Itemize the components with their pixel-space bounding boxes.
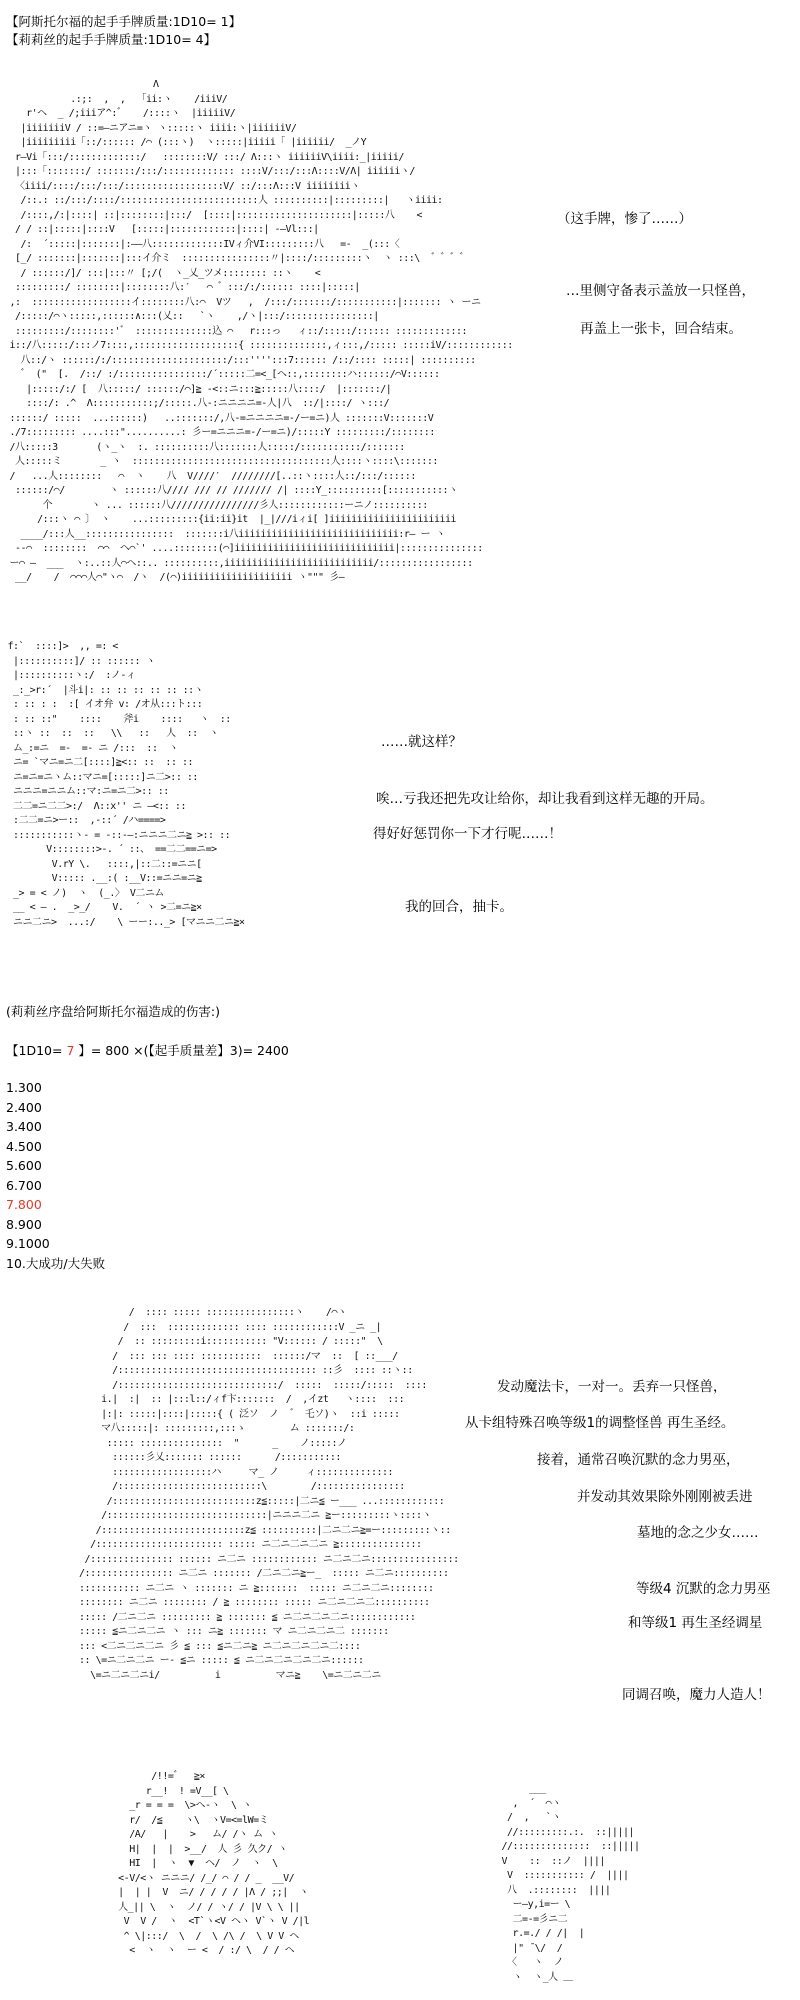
damage-options-list <box>6 1078 105 1273</box>
damage-option: 8.900 <box>6 1216 42 1232</box>
scene2-dialog-4: 我的回合，抽卡。 <box>405 899 513 915</box>
formula-suffix: 】= 800 ×(【起手质量差】3)= 2400 <box>74 1043 289 1058</box>
scene4-ascii-art-left <box>74 1770 404 2000</box>
scene4-ascii-art-right <box>496 1782 656 2000</box>
damage-title: (莉莉丝序盘给阿斯托尔福造成的伤害:) <box>6 1004 220 1019</box>
damage-option: 2.400 <box>6 1099 42 1115</box>
damage-option: 6.700 <box>6 1177 42 1193</box>
scene2-dialog-2: 唉…亏我还把先攻让给你，却让我看到这样无趣的开局。 <box>376 791 714 807</box>
damage-option: 1.300 <box>6 1080 42 1095</box>
damage-option: 5.600 <box>6 1158 42 1173</box>
scene2-dialog-3: 得好好惩罚你一下才行呢……！ <box>373 826 562 842</box>
scene3-ascii-art <box>68 1306 628 1742</box>
scene3-art-text: / :::: ::::: ::::::::::::::::ヽ /⌒ヽ / ::: ::::::::::::: :::: ::::::::::::V _ニ _| / :: :::::::::i::::::::::: "V:::::: / :::::" \ / ::: ::: :::: ::::::::::: ::::::/マ :: [ ::___/ /:::::::::::::::::::::::::::::::::::: ::彡 :::: ::ヽ:: /:::::::::::::::::::::::::::::/ ::::: :::::/::::: :::: i.| :| :: |:::l::/ィf卞::::::: / ,イzt ヽ:::: ::: |:|: :::::|::::|:::::{ ( 泛ソ ノ ゛ 乇ソ)ヽ ::i ::::: マ八:::::|: :::::::::,:::ゝ ム :::::::/: ::::: ::::::::::::::: " _ ノ:::::ノ ::::::彡乂::::::: :::::: /::::::::::: ::::::::::::::::::ハ マ_ ノ ィ:::::::::::::: /::::::::::::::::::::::::::\ /:::::::::::::::: /::::::::::::::::::::::::::z≦:::::|二ニ≦ ー___ ...:::::::::::: /:::::::::::::::::::::::::::::|ニニニ二ニ ≧ー:::::::::ヽ::::ヽ /::::::::::::::::::::::::::z≦ ::::::::::|二ニ二ニ≧=ー:::::::::ヽ:: /::::::::::::::::::::::: ::::: ニ二ニ二ニ二ニ ≧::::::::::::::: /::::::::::::::: :::::: ニ二ニ :::::::::::: ニ二ニ二ニ:::::::::::::::: /:::::::::::::::: ニ二ニ ::::::: /二ニ二ニ≧ー_ ::::: ニ二ニ:::::::::: ::::::::::: ニ二ニ ヽ ::::::: ニ ≧::::::: ::::: ニ二ニ二ニ:::::::: :::::::: ニ二ニ :::::::: / ≧ :::::::: ::::: ニ二ニ二ニ二:::::::::: ::::: /二ニ二ニ ::::::::: ≧ ::::::: ≦ ニ二ニ二ニ二ニ:::::::::::: ::::: ≦ニ二ニ二ニ ヽ ::: ニ≧ ::::::: マ ニ二ニ二ニ二 ::::::: ::: <二ニ二ニ二ニ 彡 ≦ ::: ≦ニ二ニ≧ ニ二ニ二ニ二ニ二:::: :: \=ニ二ニ二ニ ー- ≦ニ ::::: ≦ ニ二ニ二ニ二ニ二ニ:::::: \=ニ二ニ二ニi/ i マニ≧ \=ニ二ニ二ニ <box>79 1307 459 1681</box>
scene1-ascii-art <box>4 78 524 618</box>
scene1-art-text: Λ .:;: , , 「ii:ヽ /iiiV/ r'ヘ _ /;iiiア^:゛ /::::ヽ |iiiiiV/ |iiiiiiiV / ::=—ニアニ=ヽ ヽ:::::ヽ iiii:ヽ|iiiiiiV/ |iiiiiiiii「::/:::::: /⌒ (:::ヽ) ヽ:::::|iiiii「 |iiiiii/ _ノY r—Vi「:::/:::::::::::::/ ::::::::V/ :::/ Λ:::ヽ iiiiiiV\iiii:_|iiiii/ |:::「:::::::/ :::::::/:::/::::::::::::: ::::V/:::/:::Λ::::V/Λ| iiiiiiヽ/ 〈iiii/::::/:::/:::/::::::::::::::::::V/ ::/:::Λ:::V iiiiiiiiヽ /::.: ::/:::/::::/:::::::::::::::::::::::::人 ::::::::::|:::::::::| ヽiiii: /::::,/:|::::| ::|::::::::|:::/ [::::|:::::::::::::::::::::|:::::八 < / / ::|:::::|::::V [:::::|::::::::::::|::::| -—Vl:::| /: ´:::::|:::::::|:——八:::::::::::::IVィ介VI:::::::::八 =- _(:::〈 [_/ :::::::|:::::::|:::イ介ミ ::::::::::::::::〃|::::/:::::::::ヽ ヽ :::\ ゛゛゛゛ / ::::::/]/ :::|:::〃 [;/( ヽ_乂_ツメ:::::::: ::ヽ < :::::::::/ ::::::::|::::::::八:′ ⌒ ゛:::/:/:::::: ::::|:::::| ,: ::::::::::::::::::イ::::::::八:⌒ Vツ , /:::/:::::::/:::::::::::|::::::: ヽ ーニ /:::::/⌒ヽ:::::,::::::∧:::(乂:: `ヽ ,/ヽ|:::/::::::::::::::::| :::::::::/::::::::'゛ ::::::::::::::込 ⌒ r:::っ ィ::/:::::/:::::: ::::::::::::: i::/八:::::/:::ノ7::::,:::::::::::::::::::{ ::::::::::::::,ィ:::,/::::: :::::iV/:::::::::::: 八::/ヽ ::::::/:/:::::::::::::::::::::/:::'''':::7:::::: /::/:::: :::::| :::::::::: ゛ (" [. /::/ :/::::::::::::::::/´:::::二=<_[ヘ::,::::::::ハ::::::/⌒V:::::: |:::::/:/ [ 八:::::/ ::::::/⌒]≧ -<::ニ:::≧:::::八::::/ |:::::::/| ::::/: .^ Λ:::::::::::;/:::::.八-:ニニニニ=-人|八 ::/|::::/ ヽ:::/ ::::::/ ::::: ...::::::) ..:::::::/,八-=ニニニニ=-/ー=ニ)人 :::::::V:::::::V ./7::::::::: ....:::"..........: 彡ー=ニニニ=-/ー=ニ)/:::::Y :::::::::/:::::::: /八:::::3 (ヽ_ヽ :. ::::::::::八:::::::人:::::/:::::::::::/::::::: 人:::::ミ _ ヽ ::::::::::::::::::::::::::::::::::::人::::ヽ::::\::::::: / ...人:::::::: ⌒ ヽ 八 V////′ ////////[..::ヽ::::人::/:::/:::::: ::::::/⌒/ ヽ ::::::八//// /// // /////// /| ::::Y_::::::::::[:::::::::::ヽ 个 ヽ ... ::::::八////////////////彡人::::::::::::ーニノ:::::::::: /:::ヽ ⌒ 〕 ヽ ...:::::::::{ii:ii}it |_|///iィi[ ]iiiiiiiiiiiiiiiiiiiiiii ____/:::人__:::::::::::::::: :::::::i八iiiiiiiiiiiiiiiiiiiiiiiiiiiii:r— ー ヽ --⌒ :::::::: ⌒⌒ ヘ⌒`' ....::::::::(⌒]iiiiiiiiiiiiiiiiiiiiiiiiiiiii|::::::::::::::: ー⌒ — ___ ヽ:..::人⌒ヘ::.. ::::::::::,iiiiiiiiiiiiiiiiiiiiiiiiiii/::::::::::::::::: __/ / ⌒⌒⌒人⌒"ヽ⌒ /ヽ /(⌒)iiiiiiiiiiiiiiiiiiii ヽ""" 彡— <box>9 79 513 583</box>
scene3-dialog-8: 同调召唤，魔力人造人！ <box>622 1687 771 1703</box>
scene1-dialog-1: （这手牌，惨了……） <box>557 211 692 227</box>
damage-option: 3.400 <box>6 1119 42 1134</box>
scene3-dialog-3: 接着，通常召唤沉默的念力男巫， <box>537 1452 740 1468</box>
scene2-art-text: f:` ::::]> ,, =: < |::::::::::]/ :: :::::: ヽ |::::::::::ヽ:/ :ノ‐ィ _:_>r:´ |斗i|: :: :: :: :: :: ::ヽ : :: : : :[ イオ弁 v: /オ从:::ト::: : :: ::" :::: 斧i :::: ヽ :: ::ヽ :: :: :: \\ :: 人 :: ヽ ム_:=ニ =- =- ニ /::: :: ヽ ニ= `マニ=ニ二[::::]≧<:: :: :: :: ニ=ニ=ニヽム::マニ=[:::::]ニ二>:: :: ニニニ=ニニム::マ:ニ=ニ二>:: :: 二二=ニ二二>:/ Λ::x'' ニ —<:: :: :二二=ニ>ー:: ,-::´ /ハ====> :::::::::::ヽ- = -::-—:ニニニ二ニ≧ >:: :: V::::::::>-. ´ ::、 ==二二==ニ=> V.rY \. ::::,|::二::=ニニ[ V::::: .__:( :__V::=ニニ=ニ≧ _> = < ノ) ヽ (_.〉 V二ニム __ < — . _>_/ V. ´ ヽ >二=ニ≧× ニニ二ニ> ...:/ \ ーー:.._> [マニニ二ニ≧× <box>7 641 245 928</box>
damage-option-selected: 7.800 <box>6 1197 42 1212</box>
scene4-art-text: /!!=゛ ≧× r__! ! =V__[ \ _r = = = \>ヘ-ヽ \ ヽ r/ /≦ ヽ\ ヽV=<=lW=ミ /A/ | > ム/ /ヽ ム ヽ H| | | >__/ 人 彡 久ク/ ヽ HI | ヽ ▼ ヘ/ ノ ヽ \ <-V/<ヽ ニニニ/ /_/ ⌒ / / _ __V/ | | | V ニ/ / / / / |Λ / ;;| ヽ 人_|| \ ヽ ノ/ / ヽ/ / |V \ \ || V V / ヽ <T`ヽ<V ヘヽ V`ヽ V /|l ^ \|:::/ \ / \ /\ / \ V V ヘ < ヽ ヽ ー < / :/ \ / / ヘ <box>118 1771 310 1956</box>
formula-prefix: 【1D10= <box>6 1043 67 1058</box>
scene1-dialog-3: 再盖上一张卡，回合结束。 <box>580 321 742 337</box>
scene3-dialog-7: 和等级1 再生圣经调星 <box>628 1615 763 1631</box>
scene3-dialog-2: 从卡组特殊召唤等级1的调整怪兽 再生圣经。 <box>465 1415 735 1431</box>
damage-option: 9.1000 <box>6 1236 50 1251</box>
formula-roll-value: 7 <box>66 1043 75 1058</box>
header-line-1: 【阿斯托尔福的起手手牌质量:1D10= 1】 <box>6 14 242 29</box>
scene3-dialog-6: 等级4 沉默的念力男巫 <box>636 1581 771 1597</box>
header-line-2: 【莉莉丝的起手手牌质量:1D10= 4】 <box>6 32 217 47</box>
scene2-ascii-art <box>2 640 342 990</box>
scene4-art2-text: ___ , ´ ⌒ヽ / , `ヽ //:::::::::.:. ::||||| //:::::::::::::: ::||||| V :: ::ノ |||| V ::::::::::: / |||| 八 .:::::::: |||| ー—y,i=ー \ 二=-=彡ニ二 r.=./ / /| | |" ̄ \/ / 〈 ヽ ノ ヽ ヽ_人 ＿ <box>501 1783 640 1983</box>
damage-option: 10.大成功/大失败 <box>6 1255 106 1271</box>
damage-option: 4.500 <box>6 1138 42 1154</box>
scene2-dialog-1: ……就这样？ <box>381 734 462 750</box>
damage-formula <box>6 1043 289 1059</box>
scene3-dialog-4: 并发动其效果除外刚刚被丢进 <box>577 1489 753 1505</box>
scene3-dialog-1: 发动魔法卡，一对一。丢弃一只怪兽， <box>497 1379 727 1395</box>
scene3-dialog-5: 墓地的念之少女…… <box>637 1525 759 1541</box>
scene1-dialog-2: …里侧守备表示盖放一只怪兽， <box>566 283 755 299</box>
